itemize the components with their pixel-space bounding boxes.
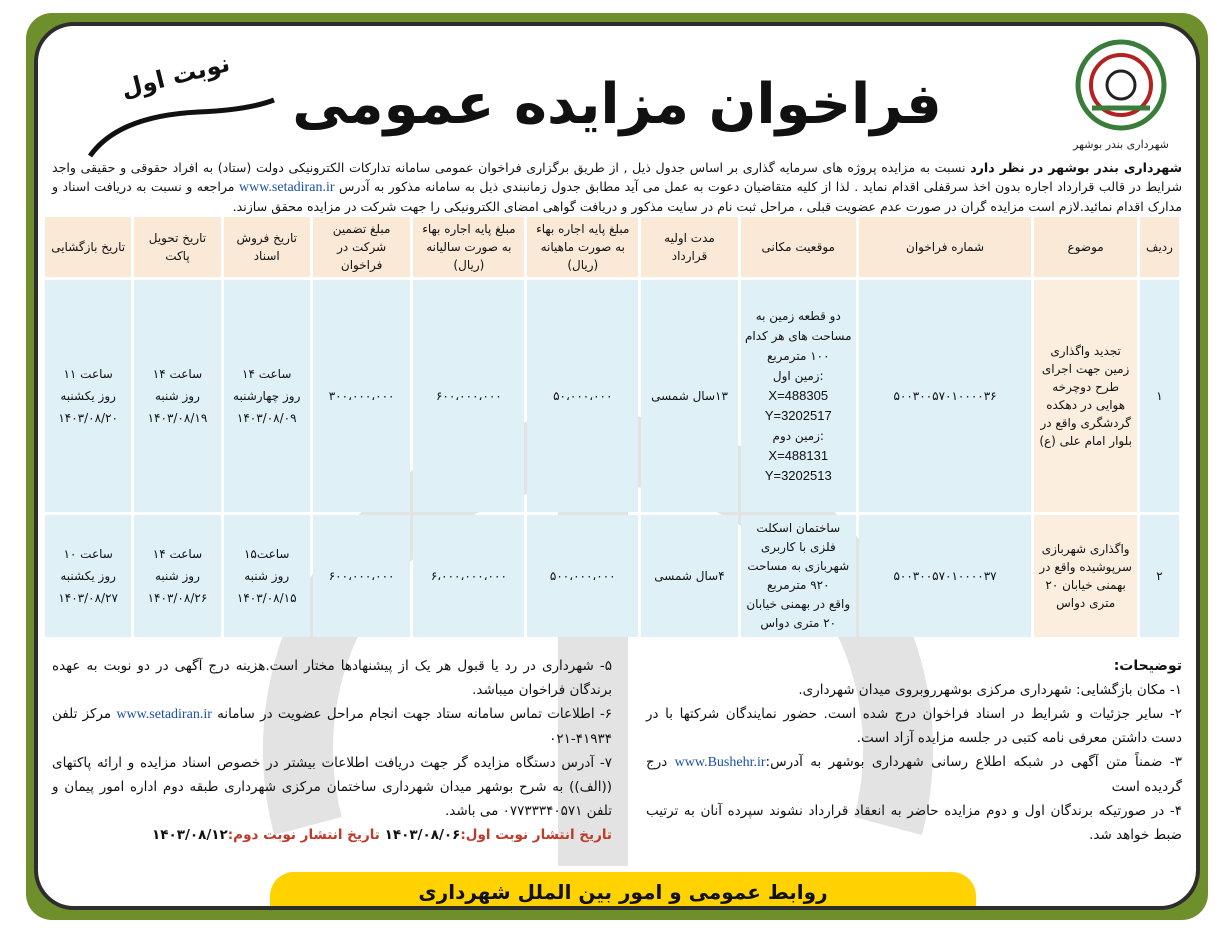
publication-dates — [52, 823, 612, 847]
location-x-2: X=488131 — [768, 448, 829, 463]
cell-call-no: ۵۰۰۳۰۰۵۷۰۱۰۰۰۰۳۷ — [859, 515, 1032, 637]
cell-yearly: ۶۰۰،۰۰۰،۰۰۰ — [413, 280, 524, 512]
col-call-no: شماره فراخوان — [859, 217, 1032, 277]
cell-subject: واگذاری شهربازی سرپوشیده واقع در بهمنی خیابان ۲۰ متری دواس — [1034, 515, 1137, 637]
location-land-1: :زمین اول — [772, 369, 824, 383]
date-1-label: تاریخ انتشار نوبت اول: — [460, 827, 612, 843]
cell-row: ۲ — [1140, 515, 1179, 637]
round-badge: نوبت اول — [118, 49, 233, 103]
sale-date: ۱۴۰۳/۰۸/۰۹ — [236, 411, 297, 425]
cell-duration: ۴سال شمسی — [641, 515, 738, 637]
note-6 — [52, 702, 612, 751]
opening-date: ۱۴۰۳/۰۸/۲۷ — [58, 591, 118, 605]
ad-page — [34, 22, 1200, 910]
bushehr-link[interactable]: www.Bushehr.ir — [674, 755, 766, 770]
cell-delivery-date — [134, 280, 220, 512]
location-desc-2: واقع در بهمنی خیابان ۲۰ متری دواس — [746, 597, 851, 630]
note-3-tail: درج گردیده است — [646, 754, 1182, 795]
col-delivery-date: تاریخ تحویل پاکت — [134, 217, 220, 277]
setadiran-link[interactable]: www.setadiran.ir — [238, 180, 335, 195]
auction-table — [42, 214, 1182, 640]
note-6-text: ۶- اطلاعات تماس سامانه ستاد جهت انجام مراحل عضویت در سامانه — [211, 706, 612, 722]
col-location: موقعیت مکانی — [741, 217, 856, 277]
col-sale-date: تاریخ فروش اسناد — [224, 217, 310, 277]
table-header-row — [45, 217, 1179, 277]
opening-time: ساعت ۱۰ — [63, 547, 113, 561]
note-2: ۲- سایر جزئیات و شرایط در اسناد فراخوان درج شده است. حضور نمایندگان شرکتها با در دست داشتن معرفی نامه کتبی در جلسه مزایده آزاد است. — [646, 706, 1182, 746]
location-y-2: Y=3202513 — [764, 468, 832, 483]
col-duration: مدت اولیه قرارداد — [641, 217, 738, 277]
municipality-logo — [1072, 38, 1170, 156]
sale-day: روز شنبه — [244, 569, 290, 583]
delivery-time: ساعت ۱۴ — [152, 367, 203, 381]
cell-monthly: ۵۰۰،۰۰۰،۰۰۰ — [527, 515, 638, 637]
cell-opening-date — [45, 515, 131, 637]
logo-caption: شهرداری بندر بوشهر — [1073, 138, 1169, 151]
footer-banner: روابط عمومی و امور بین الملل شهرداری — [270, 872, 976, 910]
cell-opening-date — [45, 280, 131, 512]
opening-date: ۱۴۰۳/۰۸/۲۰ — [58, 411, 118, 425]
sale-day: روز چهارشنبه — [233, 389, 301, 403]
cell-call-no: ۵۰۰۳۰۰۵۷۰۱۰۰۰۰۳۶ — [859, 280, 1032, 512]
intro-paragraph — [52, 158, 1182, 216]
cell-sale-date — [224, 280, 310, 512]
date-1: ۱۴۰۳/۰۸/۰۶ — [384, 827, 461, 843]
date-2-label: تاریخ انتشار نوبت دوم: — [227, 827, 380, 843]
location-land-2: :زمین دوم — [772, 429, 824, 443]
table-row — [45, 515, 1179, 637]
opening-time: ساعت ۱۱ — [63, 367, 113, 381]
cell-subject: تجدید واگذاری زمین جهت اجرای طرح دوچرخه هوایی در دهکده گردشگری واقع در بلوار امام علی (ع) — [1034, 280, 1137, 512]
sale-time: ساعت۱۵ — [243, 547, 290, 561]
setadiran-link-2[interactable]: www.setadiran.ir — [116, 707, 212, 722]
note-6-tail: مرکز تلفن ۴۱۹۳۴-۰۲۱ — [52, 706, 612, 747]
note-4: ۴- در صورتیکه برندگان اول و دوم مزایده حاضر به انعقاد قرارداد نشوند سپرده آنان به ترتیب ضبط خواهد شد. — [646, 803, 1182, 843]
cell-guarantee: ۶۰۰،۰۰۰،۰۰۰ — [313, 515, 411, 637]
col-yearly: مبلغ پایه اجاره بهاء به صورت سالیانه (ریال) — [413, 217, 524, 277]
note-7: ۷- آدرس دستگاه مزایده گر جهت دریافت اطلاعات بیشتر در خصوص اسناد مزایده و ارائه پاکتهای ((الف)) به شرح بوشهر میدان شهرداری ساختمان مرکزی شهرداری طبقه دوم اداره امور پیمان و تلفن ۰۷۷۳۳۳۴۰۵۷۱ می باشد. — [52, 755, 612, 819]
cell-delivery-date — [134, 515, 220, 637]
cell-location — [741, 280, 856, 512]
notes-left — [52, 654, 612, 847]
page-title: فراخوان مزایده عمومی — [292, 72, 942, 137]
sale-time: ساعت ۱۴ — [242, 367, 292, 381]
cell-sale-date — [224, 515, 310, 637]
location-desc: ساختمان اسکلت فلزی با کاربری شهربازی به مساحت ۹۲۰ مترمربع — [747, 521, 850, 592]
delivery-time: ساعت ۱۴ — [152, 547, 203, 561]
notes-right — [646, 654, 1182, 847]
note-1: ۱- مکان بازگشایی: شهرداری مرکزی بوشهرروبروی میدان شهرداری. — [798, 682, 1182, 698]
cell-row: ۱ — [1140, 280, 1179, 512]
intro-lead: شهرداری بندر بوشهر در نظر دارد — [970, 160, 1182, 175]
table-row — [45, 280, 1179, 512]
cell-duration: ۱۳سال شمسی — [641, 280, 738, 512]
location-y-1: Y=3202517 — [764, 408, 832, 423]
col-row: ردیف — [1140, 217, 1179, 277]
cell-location — [741, 515, 856, 637]
col-opening-date: تاریخ بازگشایی — [45, 217, 131, 277]
delivery-day: روز شنبه — [154, 389, 200, 403]
sale-date: ۱۴۰۳/۰۸/۱۵ — [236, 591, 297, 605]
location-desc: دو قطعه زمین به مساحت های هر کدام ۱۰۰ مترمربع — [744, 309, 852, 363]
delivery-day: روز شنبه — [154, 569, 200, 583]
note-3-text: ۳- ضمناً متن آگهی در شبکه اطلاع رسانی شهرداری بوشهر به آدرس: — [765, 754, 1182, 770]
cell-guarantee: ۳۰۰،۰۰۰،۰۰۰ — [313, 280, 411, 512]
note-5: ۵- شهرداری در رد یا قبول هر یک از پیشنهادها مختار است.هزینه درج آگهی در دو نوبت به عهده برندگان فراخوان میباشد. — [52, 658, 612, 698]
opening-day: روز یکشنبه — [60, 389, 116, 403]
col-subject: موضوع — [1034, 217, 1137, 277]
col-guarantee: مبلغ تضمین شرکت در فراخوان — [313, 217, 411, 277]
cell-yearly: ۶،۰۰۰،۰۰۰،۰۰۰ — [413, 515, 524, 637]
cell-monthly: ۵۰،۰۰۰،۰۰۰ — [527, 280, 638, 512]
date-2: ۱۴۰۳/۰۸/۱۲ — [152, 827, 228, 843]
notes-heading: توضیحات: — [1113, 658, 1182, 674]
opening-day: روز یکشنبه — [60, 569, 116, 583]
location-x-1: X=488305 — [768, 388, 829, 403]
delivery-date: ۱۴۰۳/۰۸/۲۶ — [147, 591, 208, 605]
intro-text-2: مراجعه و نسبت به دریافت اسناد و مدارک اقدام نمائید.لازم است مزایده گران در صورت عدم عضویت قبلی ، مراحل ثبت نام در سایت مذکور و دریافت گواهی امضای الکترونیکی را جهت شرکت در مزایده محقق سازند. — [52, 179, 1182, 214]
note-3 — [646, 750, 1182, 799]
col-monthly: مبلغ پایه اجاره بهاء به صورت ماهیانه (ریال) — [527, 217, 638, 277]
delivery-date: ۱۴۰۳/۰۸/۱۹ — [147, 411, 208, 425]
intro-text-1: نسبت به مزایده پروژه های سرمایه گذاری بر اساس جدول ذیل , از طریق برگزاری فراخوان عمومی سامانه تدارکات الکترونیکی دولت (ستاد) به افراد حقوقی و حقیقی واجد شرایط در قالب قرارداد اجاره بدون اخذ سرقفلی اقدام نماید . لذا از کلیه متقاضیان دعوت به عمل می آید مطابق جدول زمانبندی ذیل به سامانه مذکور به آدرس — [52, 160, 1183, 194]
